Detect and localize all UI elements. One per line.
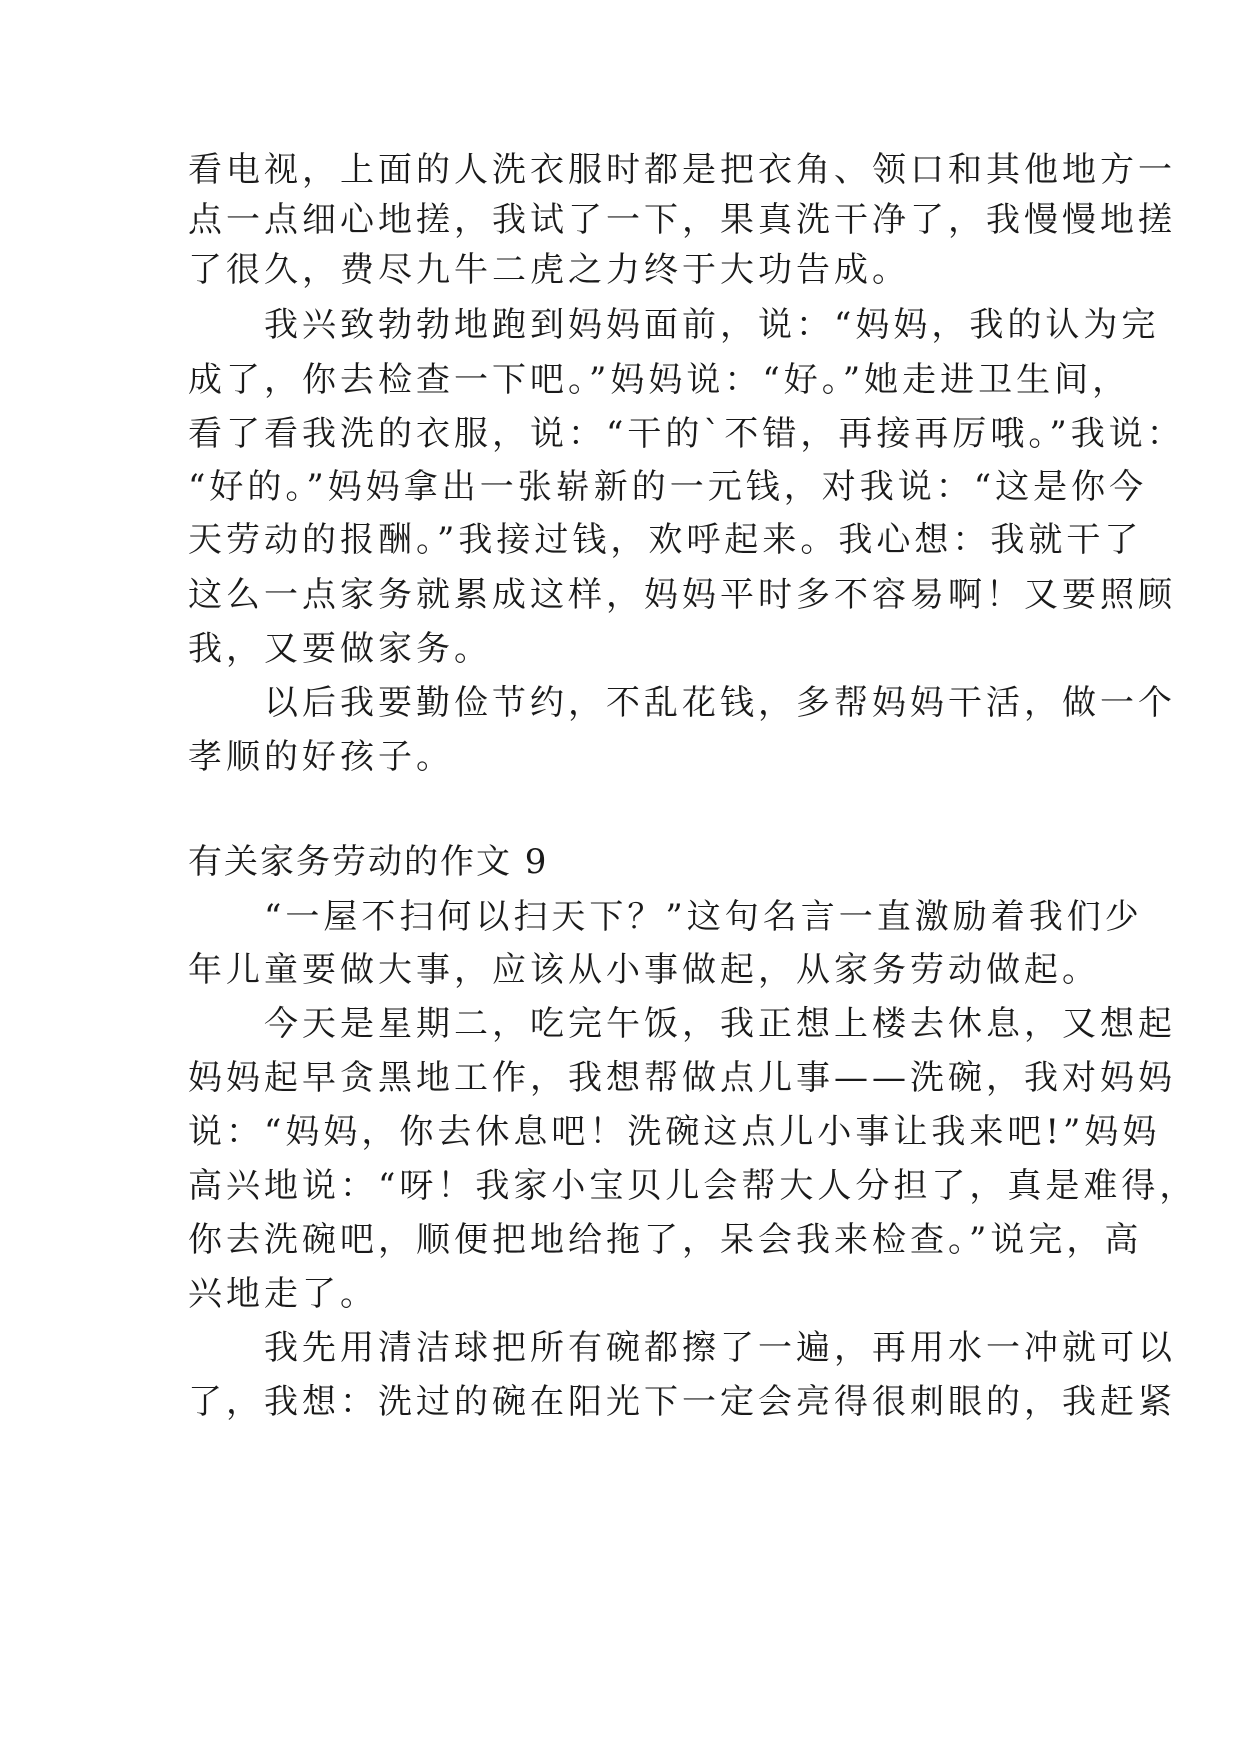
text-line: 点一点细心地搓，我试了一下，果真洗干净了，我慢慢地搓 <box>188 200 1176 240</box>
text-line: 兴地走了。 <box>188 1274 378 1314</box>
text-line: 今天是星期二，吃完午饭，我正想上楼去休息，又想起 <box>188 1004 1176 1044</box>
text-line: 你去洗碗吧，顺便把地给拖了，呆会我来检查。”说完，高 <box>188 1220 1143 1260</box>
text-line: “好的。”妈妈拿出一张崭新的一元钱，对我说：“这是你今 <box>188 467 1148 507</box>
text-line: 高兴地说：“呀！我家小宝贝儿会帮大人分担了，真是难得， <box>188 1166 1198 1206</box>
text-line: 成了，你去检查一下吧。”妈妈说：“好。”她走进卫生间， <box>188 360 1131 400</box>
text-line: 以后我要勤俭节约，不乱花钱，多帮妈妈干活，做一个 <box>188 683 1176 723</box>
text-line: 年儿童要做大事，应该从小事做起，从家务劳动做起。 <box>188 950 1100 990</box>
text-line: 妈妈起早贪黑地工作，我想帮做点儿事——洗碗，我对妈妈 <box>188 1058 1176 1098</box>
text-line: 我先用清洁球把所有碗都擦了一遍，再用水一冲就可以 <box>188 1328 1176 1368</box>
text-line: 看了看我洗的衣服，说：“干的`不错，再接再厉哦。”我说： <box>188 414 1185 454</box>
text-line: 我，又要做家务。 <box>188 629 492 669</box>
section-heading: 有关家务劳动的作文 9 <box>188 842 549 882</box>
text-line: 天劳动的报酬。”我接过钱，欢呼起来。我心想：我就干了 <box>188 520 1143 560</box>
text-line: “一屋不扫何以扫天下？”这句名言一直激励着我们少 <box>188 897 1143 937</box>
text-line: 这么一点家务就累成这样，妈妈平时多不容易啊！又要照顾 <box>188 575 1176 615</box>
text-line: 我兴致勃勃地跑到妈妈面前，说：“妈妈，我的认为完 <box>188 305 1160 345</box>
text-line: 说：“妈妈，你去休息吧！洗碗这点儿小事让我来吧!”妈妈 <box>188 1112 1161 1152</box>
text-line: 了，我想：洗过的碗在阳光下一定会亮得很刺眼的，我赶紧 <box>188 1382 1176 1422</box>
text-line: 了很久，费尽九牛二虎之力终于大功告成。 <box>188 250 910 290</box>
text-line: 看电视，上面的人洗衣服时都是把衣角、领口和其他地方一 <box>188 150 1176 190</box>
text-line: 孝顺的好孩子。 <box>188 737 454 777</box>
